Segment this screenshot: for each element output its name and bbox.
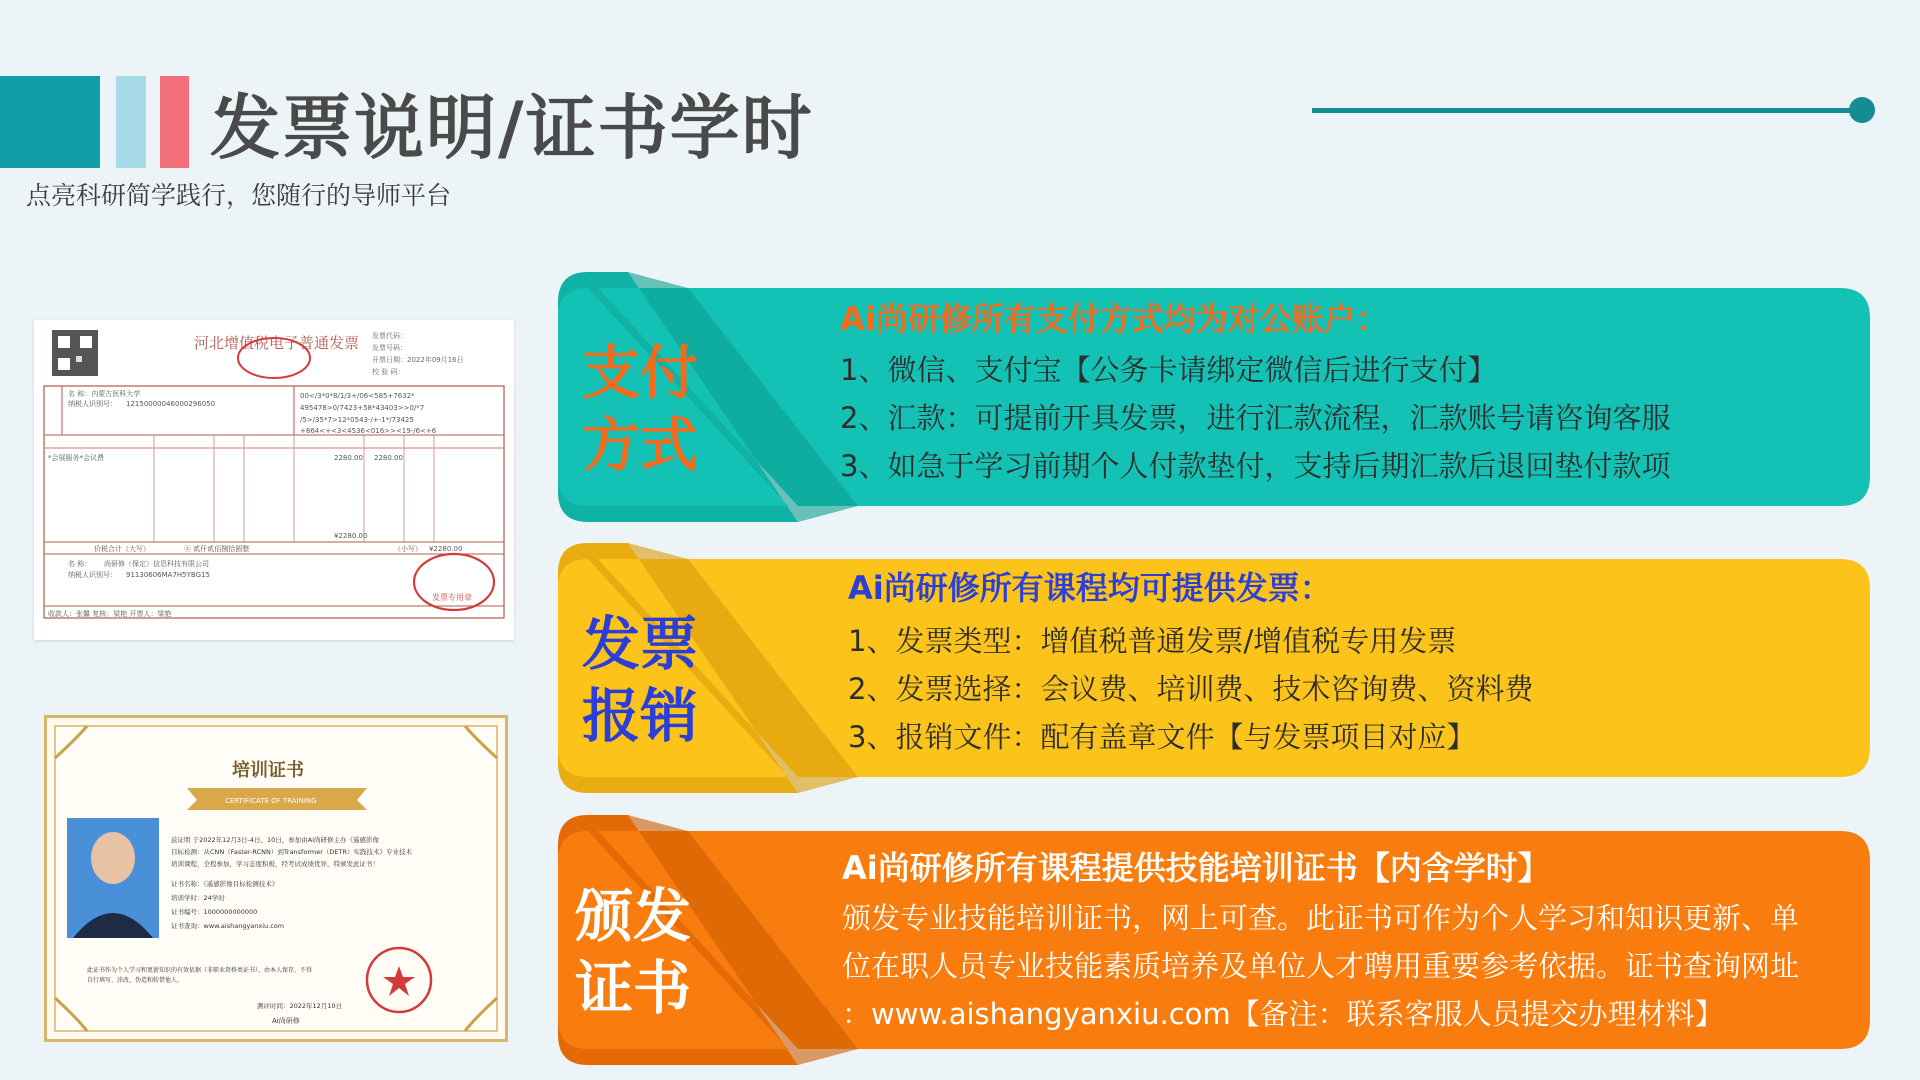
certificate-line-3: ：www.aishangyanxiu.com【备注：联系客服人员提交办理材料】 [842,997,1724,1031]
svg-text:培训证书: 培训证书 [232,760,304,781]
certificate-label-line-2: 证书 [574,954,691,1022]
svg-text:（小写）: （小写） [394,545,422,553]
svg-text:+864<+<3<4536<016>><19-/6<+6: +864<+<3<4536<016>><19-/6<+6 [300,427,437,435]
svg-text:自行填写、涂改、伪造和转借他人。: 自行填写、涂改、伪造和转借他人。 [87,977,184,984]
svg-text:价税合计（大写）: 价税合计（大写） [94,545,150,553]
payment-label-line-1: 支付 [581,339,698,407]
svg-text:2280.00: 2280.00 [334,454,363,462]
svg-text:495478>0/7423+58*43403>>0/*7: 495478>0/7423+58*43403>>0/*7 [300,404,425,412]
svg-text:培训学时：24学时: 培训学时：24学时 [171,894,225,902]
header-accent-bar-blue [116,76,146,168]
svg-text:兹证明 于2022年12月3日-4日、10日，: 兹证明 于2022年12月3日-4日、10日，参加由Ai尚研修主办《遥感影像 [171,836,380,844]
invoice-line-2: 2、发票选择：会议费、培训费、技术咨询费、资料费 [848,672,1534,706]
svg-text:2280.00: 2280.00 [374,454,403,462]
invoice-line-3: 3、报销文件：配有盖章文件【与发票项目对应】 [848,720,1476,754]
payment-heading: Ai尚研修所有支付方式均为对公账户： [840,300,1388,338]
certificate-line-1: 颁发专业技能培训证书，网上可查。此证书可作为个人学习和知识更新、单 [842,901,1800,935]
svg-text:00</3*0*8/1/3+/06<585+7632*: 00</3*0*8/1/3+/06<585+7632* [300,392,415,400]
svg-text:/5>/35*7>12*0543-/+-1*/73425: /5>/35*7>12*0543-/+-1*/73425 [300,416,414,424]
header-accent-bar-teal [0,76,100,168]
svg-text:12150000046000296050: 12150000046000296050 [126,400,216,408]
invoice-lines [848,617,1533,761]
decorative-dot [1849,97,1875,123]
invoice-heading: Ai尚研修所有课程均可提供发票： [848,569,1332,607]
payment-line-2: 2、汇款：可提前开具发票，进行汇款流程，汇款账号请咨询客服 [840,401,1671,435]
certificate-card [558,815,1870,1065]
svg-text:开票日期：2022年09月16日: 开票日期：2022年09月16日 [372,356,464,364]
invoice-drawing [34,320,514,640]
svg-text:河北增值税电子普通发票: 河北增值税电子普通发票 [194,334,360,352]
payment-lines [840,346,1670,490]
svg-text:CERTIFICATE OF TRAINING: CERTIFICATE OF TRAINING [225,797,317,805]
svg-text:目标检测：从CNN（Faster-RCNN）到Transfo: 目标检测：从CNN（Faster-RCNN）到Transformer（DETR）实践技术》专业技术 [171,848,412,856]
svg-text:校 验 码：: 校 验 码： [372,368,405,376]
header-accent-bar-red [160,76,189,168]
certificate-label [558,880,708,1024]
svg-text:纳税人识别号：: 纳税人识别号： [68,400,117,408]
page-title: 发票说明/证书学时 [210,87,814,169]
payment-card [558,272,1870,522]
svg-text:Ai尚研修: Ai尚研修 [272,1017,300,1025]
certificate-label-line-1: 颁发 [574,882,691,950]
svg-text:证书查询：www.aishangyanxiu.com: 证书查询：www.aishangyanxiu.com [171,922,285,930]
invoice-label-line-1: 发票 [581,610,698,678]
invoice-line-1: 1、发票类型：增值税普通发票/增值税专用发票 [848,624,1457,658]
certificate-lines [842,894,1799,1038]
payment-line-1: 1、微信、支付宝【公务卡请绑定微信后进行支付】 [840,353,1497,387]
svg-text:ⓧ 贰仟贰佰捌拾圆整: ⓧ 贰仟贰佰捌拾圆整 [184,545,250,553]
certificate-heading: Ai尚研修所有课程提供技能培训证书【内含学时】 [842,849,1550,887]
page-subtitle: 点亮科研简学践行，您随行的导师平台 [26,181,452,210]
svg-text:测评时间：2022年12月10日: 测评时间：2022年12月10日 [257,1002,343,1010]
svg-text:发票号码：: 发票号码： [372,344,407,352]
invoice-card [558,543,1870,793]
svg-text:收款人：张馨 复核：梁艳: 收款人：张馨 复核：梁艳 开票人：梁艳 [48,610,172,618]
invoice-image [34,320,514,640]
svg-text:此证书作为个人学习和更新知识的有效依据（非职业资格类证书），: 此证书作为个人学习和更新知识的有效依据（非职业资格类证书），由本人保存，不得 [87,967,313,974]
decorative-line [1312,108,1864,113]
certificate-image [44,715,508,1042]
svg-text:证书名称：《遥感影像目标检测技术》: 证书名称：《遥感影像目标检测技术》 [171,880,279,888]
payment-label-line-2: 方式 [581,411,698,479]
svg-text:¥2280.00: ¥2280.00 [429,545,463,553]
svg-text:尚研修（保定）信息科技有限公司: 尚研修（保定）信息科技有限公司 [104,560,209,568]
payment-label [565,337,715,481]
svg-text:名 称：: 名 称： [68,560,92,568]
svg-text:证书编号：1000000000000: 证书编号：1000000000000 [171,908,258,916]
svg-text:¥2280.00: ¥2280.00 [334,532,368,540]
invoice-label [565,608,715,752]
svg-text:培训课程，全程参加，学习态度积极，经考试成绩优异，特颁发此证: 培训课程，全程参加，学习态度积极，经考试成绩优异，特颁发此证书！ [171,860,379,868]
svg-text:名 称：内蒙古医科大学: 名 称：内蒙古医科大学 [68,390,141,398]
certificate-drawing [47,718,505,1039]
svg-text:*会展服务*会议费: *会展服务*会议费 [48,454,104,462]
svg-text:发票代码：: 发票代码： [372,332,407,340]
qr-code-icon [52,330,98,376]
certificate-line-2: 位在职人员专业技能素质培养及单位人才聘用重要参考依据。证书查询网址 [842,949,1800,983]
payment-line-3: 3、如急于学习前期个人付款垫付，支持后期汇款后退回垫付款项 [840,449,1671,483]
svg-text:91130606MA7H5YBG15: 91130606MA7H5YBG15 [126,571,210,579]
svg-text:纳税人识别号：: 纳税人识别号： [68,571,117,579]
svg-text:发票专用章: 发票专用章 [432,593,472,602]
invoice-label-line-2: 报销 [581,682,698,750]
